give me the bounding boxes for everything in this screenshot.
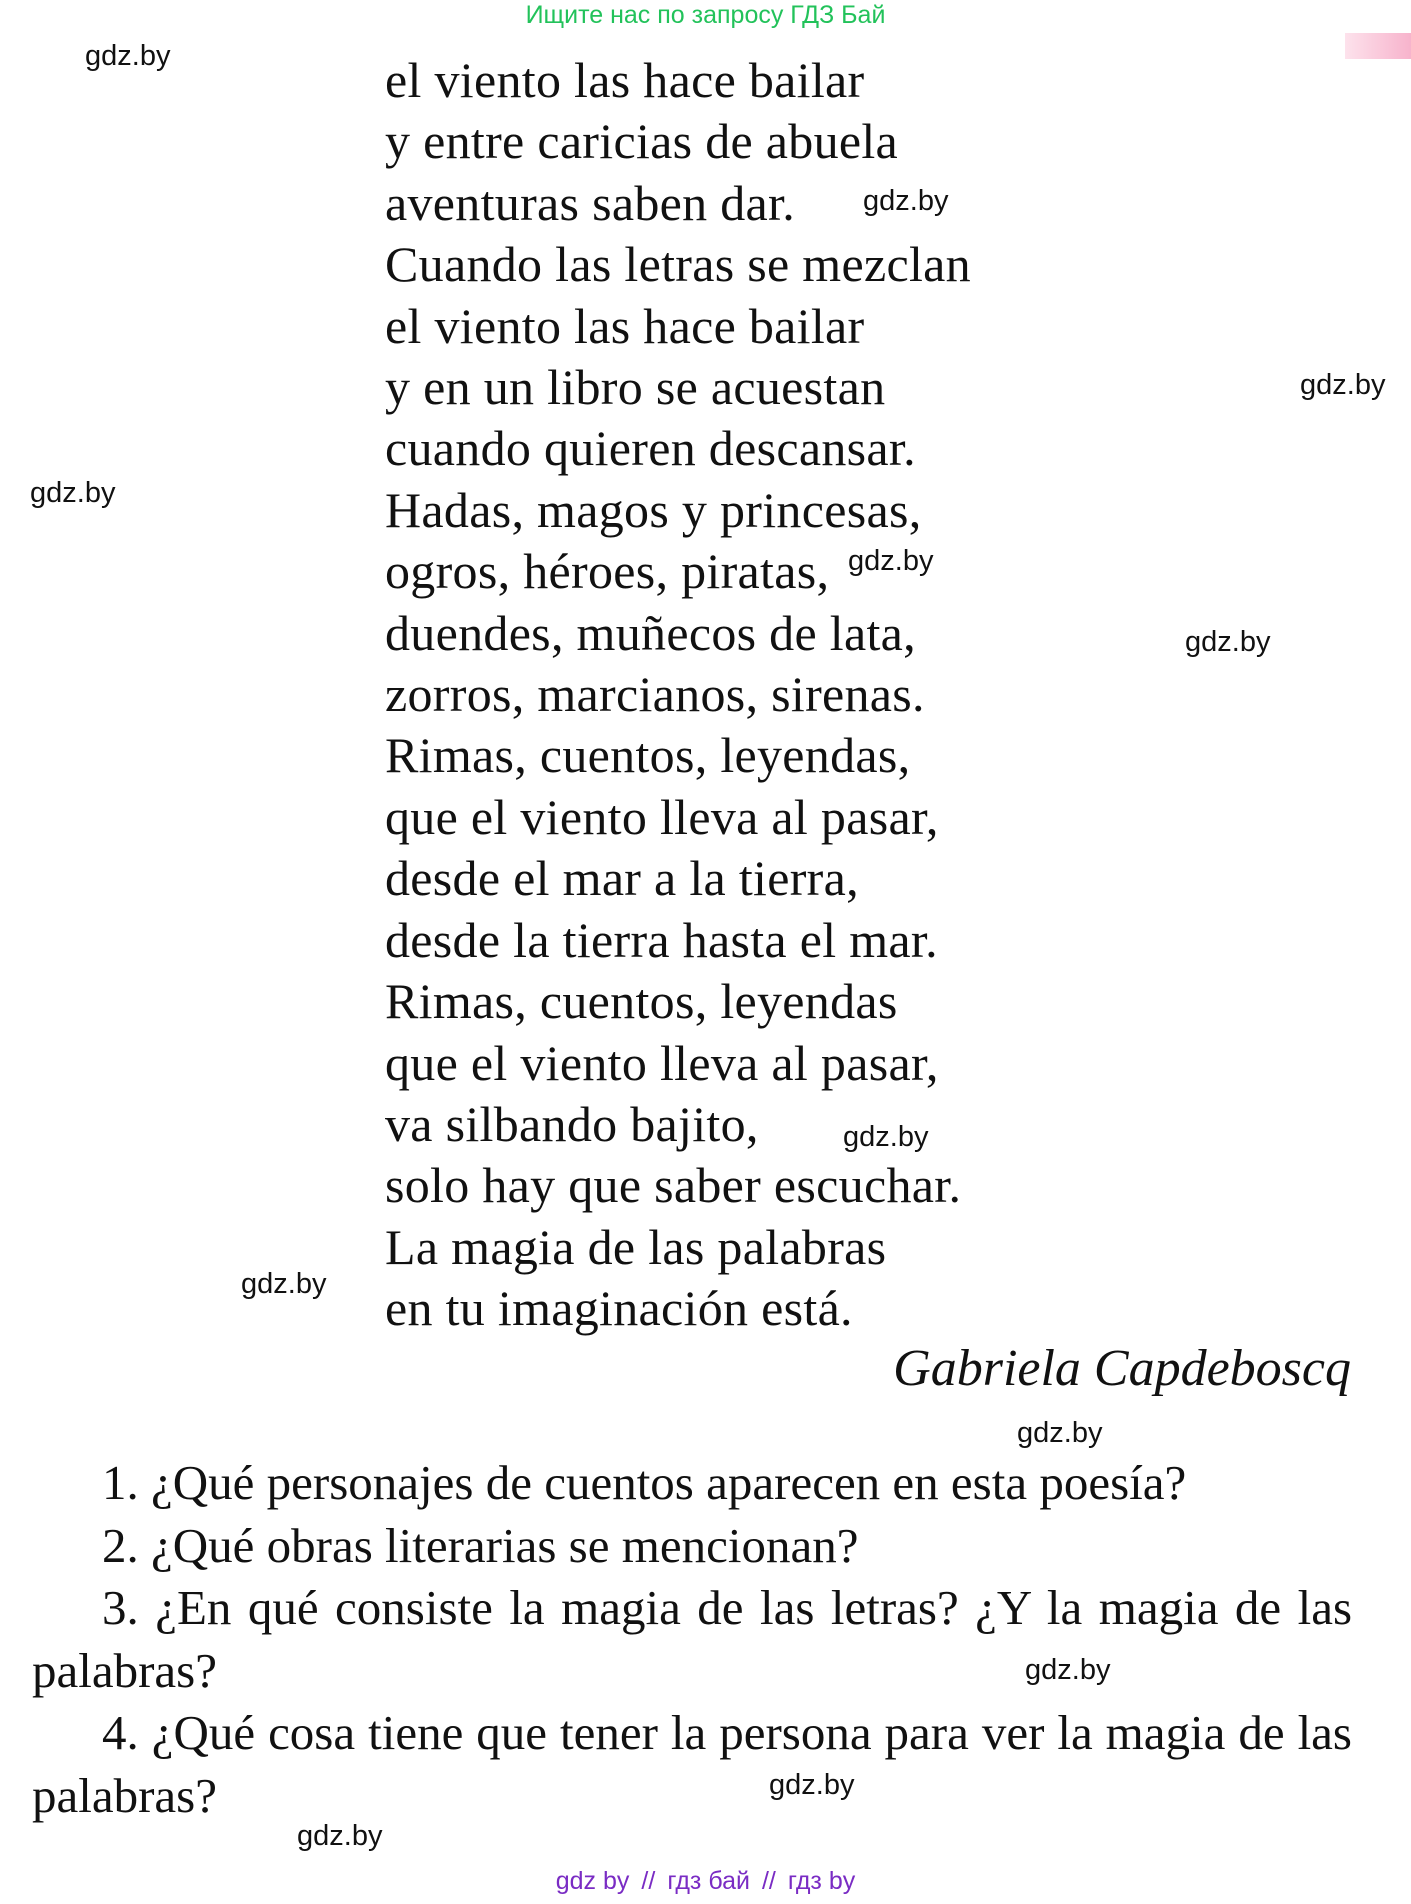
poem-line: desde el mar a la tierra, bbox=[385, 850, 859, 907]
question-text: ¿Qué obras literarias se mencionan? bbox=[151, 1517, 859, 1573]
corner-tab bbox=[1345, 33, 1411, 59]
watermark: gdz.by bbox=[1185, 626, 1271, 658]
watermark: gdz.by bbox=[1300, 369, 1386, 401]
watermark: gdz.by bbox=[848, 545, 934, 577]
question-list bbox=[32, 1452, 1352, 1827]
question-number: 4. bbox=[102, 1705, 139, 1760]
footer-link[interactable]: гдз бай bbox=[667, 1867, 750, 1895]
watermark: gdz.by bbox=[863, 185, 949, 217]
watermark: gdz.by bbox=[843, 1121, 929, 1153]
poem-line: duendes, muñecos de lata, bbox=[385, 604, 916, 661]
poem-line: cuando quieren descansar. bbox=[385, 420, 916, 477]
watermark: gdz.by bbox=[30, 477, 116, 509]
footer-links bbox=[0, 1866, 1411, 1896]
watermark: gdz.by bbox=[769, 1769, 855, 1801]
watermark: gdz.by bbox=[85, 40, 171, 72]
poem-line: solo hay que saber escuchar. bbox=[385, 1157, 962, 1214]
poem-line: Hadas, magos y princesas, bbox=[385, 481, 922, 538]
question-text: ¿En qué consiste la magia de las letras? ¿Y la magia de las palabras? bbox=[32, 1580, 1353, 1698]
poem-line: en tu imaginación está. bbox=[385, 1280, 853, 1337]
watermark: gdz.by bbox=[297, 1820, 383, 1852]
question-number: 3. bbox=[102, 1580, 139, 1635]
question-item bbox=[32, 1577, 1352, 1702]
footer-separator: // bbox=[641, 1867, 656, 1895]
question-number: 2. bbox=[102, 1517, 139, 1573]
poem-line: zorros, marcianos, sirenas. bbox=[385, 666, 925, 723]
poem-line: que el viento lleva al pasar, bbox=[385, 1034, 939, 1091]
poem-line: La magia de las palabras bbox=[385, 1218, 887, 1275]
question-item bbox=[32, 1702, 1352, 1827]
watermark: gdz.by bbox=[1017, 1417, 1103, 1449]
poem-line: va silbando bajito, bbox=[385, 1095, 759, 1152]
poem-line: ogros, héroes, piratas, bbox=[385, 543, 830, 600]
poem-line: aventuras saben dar. bbox=[385, 174, 796, 231]
watermark: gdz.by bbox=[1025, 1654, 1111, 1686]
watermark: gdz.by bbox=[241, 1268, 327, 1300]
poem-author: Gabriela Capdeboscq bbox=[893, 1340, 1351, 1397]
poem-line: y entre caricias de abuela bbox=[385, 113, 899, 170]
poem-line: Rimas, cuentos, leyendas, bbox=[385, 727, 911, 784]
footer-separator: // bbox=[761, 1867, 776, 1895]
poem-line: el viento las hace bailar bbox=[385, 52, 865, 108]
top-banner[interactable]: Ищите нас по запросу ГДЗ Бай bbox=[525, 1, 886, 29]
poem-line: el viento las hace bailar bbox=[385, 297, 865, 354]
question-item bbox=[32, 1452, 1352, 1515]
question-item bbox=[32, 1515, 1352, 1578]
poem-line: que el viento lleva al pasar, bbox=[385, 788, 939, 845]
footer-link[interactable]: gdz by bbox=[555, 1867, 630, 1895]
poem-line: Rimas, cuentos, leyendas bbox=[385, 973, 898, 1030]
poem-line: Cuando las letras se mezclan bbox=[385, 236, 971, 293]
footer-link[interactable]: гдз by bbox=[787, 1867, 856, 1895]
question-text: ¿Qué personajes de cuentos aparecen en esta poesía? bbox=[151, 1455, 1187, 1510]
poem-line: desde la tierra hasta el mar. bbox=[385, 911, 938, 968]
poem-line: y en un libro se acuestan bbox=[385, 359, 886, 416]
question-text: ¿Qué cosa tiene que tener la persona para ver la magia de las palabras? bbox=[32, 1705, 1353, 1823]
question-number: 1. bbox=[102, 1455, 139, 1510]
